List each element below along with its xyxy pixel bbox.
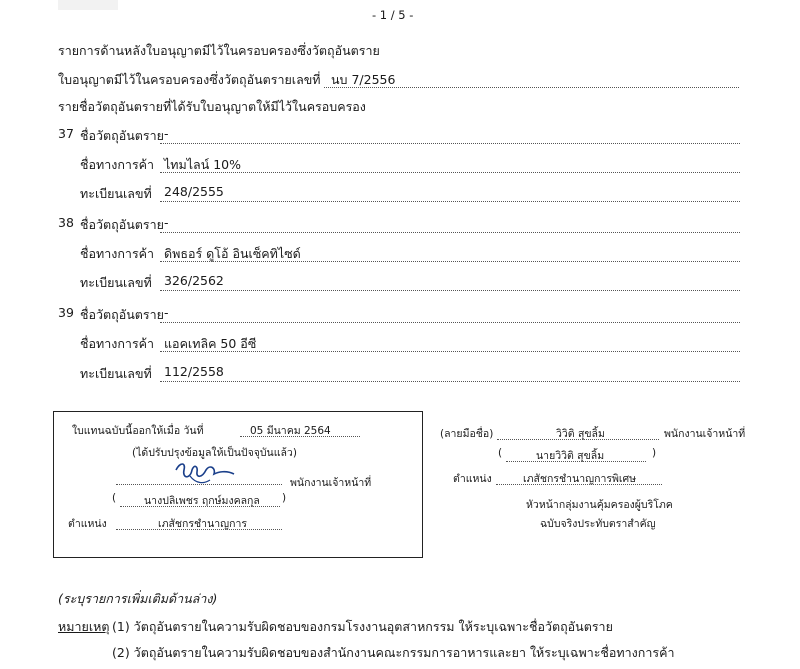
- item-number: 39: [58, 305, 74, 320]
- substance-line: [160, 232, 740, 233]
- issue-date-value: 05 มีนาคม 2564: [250, 425, 331, 437]
- license-number-line: [324, 87, 739, 88]
- registration-value: 248/2555: [164, 184, 224, 199]
- position-value: เภสัชกรชำนาญการ: [158, 518, 247, 530]
- officer-role: พนักงานเจ้าหน้าที่: [290, 477, 372, 489]
- open-paren: (: [498, 447, 503, 459]
- license-number-label: ใบอนุญาตมีไว้ในครอบครองซึ่งวัตถุอันตรายเลขที่: [58, 72, 321, 87]
- right-position-label: ตำแหน่ง: [453, 473, 492, 485]
- item-number: 38: [58, 215, 74, 230]
- printed-name-line: [506, 461, 646, 462]
- unit-name: หัวหน้ากลุ่มงานคุ้มครองผู้บริโภค: [526, 499, 673, 511]
- trade-name-line: [160, 172, 740, 173]
- registration-value: 326/2562: [164, 273, 224, 288]
- substance-label: ชื่อวัตถุอันตราย: [80, 128, 164, 143]
- officer-signature-line: [116, 484, 282, 485]
- registration-label: ทะเบียนเลขที่: [80, 366, 152, 381]
- officer-name: นางปลิเพชร ฤกษ์มงคลกุล: [144, 495, 260, 507]
- trade-name-label: ชื่อทางการค้า: [80, 336, 155, 351]
- trade-name-value: แอคเทลิค 50 อีซี: [164, 336, 257, 351]
- scan-smudge: [58, 0, 118, 10]
- remark-2: (2) วัตถุอันตรายในความรับผิดชอบของสำนักงานคณะกรรมการอาหารและยา ให้ระบุเฉพาะชื่อทางการค้า: [112, 645, 675, 660]
- extra-items-note: (ระบุรายการเพิ่มเติมด้านล่าง): [58, 591, 218, 606]
- right-position-value: เภสัชกรชำนาญการพิเศษ: [523, 473, 637, 485]
- registration-label: ทะเบียนเลขที่: [80, 275, 152, 290]
- substance-value: -: [164, 215, 169, 230]
- issue-date-line: [240, 436, 360, 437]
- license-number-value: นบ 7/2556: [331, 72, 396, 87]
- registration-value: 112/2558: [164, 364, 224, 379]
- trade-name-value: ไทมไลน์ 10%: [164, 157, 242, 172]
- registration-label: ทะเบียนเลขที่: [80, 186, 152, 201]
- page-number: - 1 / 5 -: [372, 8, 414, 22]
- close-paren: ): [652, 447, 657, 459]
- officer-name-line: [120, 506, 280, 507]
- trade-name-line: [160, 351, 740, 352]
- right-position-line: [496, 484, 662, 485]
- right-officer-role: พนักงานเจ้าหน้าที่: [664, 428, 746, 440]
- registration-line: [160, 201, 740, 202]
- trade-name-line: [160, 261, 740, 262]
- update-note: (ได้ปรับปรุงข้อมูลให้เป็นปัจจุบันแล้ว): [132, 447, 297, 459]
- substance-line: [160, 143, 740, 144]
- header-title: รายการด้านหลังใบอนุญาตมีไว้ในครอบครองซึ่งวัตถุอันตราย: [58, 43, 380, 58]
- remark-label: หมายเหตุ: [58, 619, 110, 634]
- substance-value: -: [164, 126, 169, 141]
- item-number: 37: [58, 126, 74, 141]
- printed-name: นายวิวิติ สุขลิ้ม: [536, 450, 605, 462]
- certified-note: ฉบับจริงประทับตราสำคัญ: [540, 518, 656, 530]
- registration-line: [160, 290, 740, 291]
- signed-name: วิวิติ สุขลิ้ม: [556, 428, 605, 440]
- trade-name-label: ชื่อทางการค้า: [80, 157, 155, 172]
- signature-line: [497, 439, 659, 440]
- substance-value: -: [164, 305, 169, 320]
- substance-line: [160, 322, 740, 323]
- position-line: [116, 529, 282, 530]
- substance-label: ชื่อวัตถุอันตราย: [80, 217, 164, 232]
- remark-1: (1) วัตถุอันตรายในความรับผิดชอบของกรมโรงงานอุตสาหกรรม ให้ระบุเฉพาะชื่อวัตถุอันตราย: [112, 619, 613, 634]
- trade-name-value: ดิพธอร์ ดูโอ้ อินเซ็คทิไซด์: [164, 246, 301, 261]
- signature-label: (ลายมือชื่อ): [440, 428, 494, 440]
- position-label: ตำแหน่ง: [68, 518, 107, 530]
- registration-line: [160, 381, 740, 382]
- trade-name-label: ชื่อทางการค้า: [80, 246, 155, 261]
- close-paren: ): [282, 492, 287, 504]
- issue-date-label: ใบแทนฉบับนี้ออกให้เมื่อ วันที่: [72, 425, 204, 437]
- substance-label: ชื่อวัตถุอันตราย: [80, 307, 164, 322]
- list-heading: รายชื่อวัตถุอันตรายที่ได้รับใบอนุญาตให้มีไว้ในครอบครอง: [58, 99, 366, 114]
- open-paren: (: [112, 492, 117, 504]
